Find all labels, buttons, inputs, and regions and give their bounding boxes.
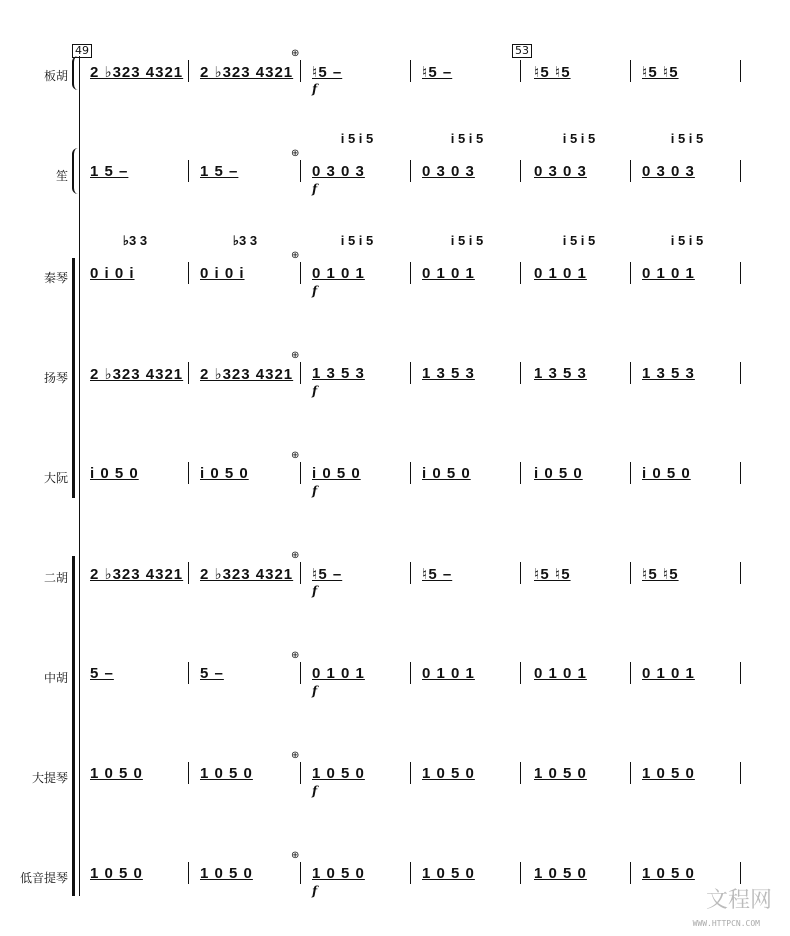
measure-notes: 1 0 5 0 [90,865,143,882]
measure-notes: 1 3 5 3 [534,365,587,382]
barline [300,562,301,584]
dynamic-forte: f [312,484,318,498]
barline [300,462,301,484]
barline [520,562,521,584]
barline [410,160,411,182]
upper-voice-notes: i 5 i 5 [562,233,596,248]
dynamic-forte: f [312,884,318,898]
barline [630,462,631,484]
measure-notes: 2 ♭323 4321 [200,566,294,583]
barline [188,262,189,284]
measure-notes: 1 0 5 0 [534,765,587,782]
upper-voice-notes: i 5 i 5 [670,131,704,146]
measure-notes: 0 1 0 1 [312,665,365,682]
barline [410,662,411,684]
measure-notes: 1 0 5 0 [312,765,365,782]
barline [410,562,411,584]
coda-icon: ⊕ [291,450,300,461]
coda-icon: ⊕ [291,750,300,761]
upper-voice-notes: ♭3 3 [232,233,258,248]
measure-notes: ♮5 – [422,64,453,81]
measure-notes: 1 0 5 0 [200,765,253,782]
barline [188,462,189,484]
coda-icon: ⊕ [291,148,300,159]
measure-notes: 0 i 0 i [90,265,135,282]
instrument-label: 笙 [55,169,68,183]
measure-notes: ♮5 ♮5 [534,566,571,583]
measure-notes: 1 0 5 0 [642,865,695,882]
barline [520,262,521,284]
measure-notes: 1 0 5 0 [90,765,143,782]
instrument-label: 秦琴 [43,271,68,285]
instrument-label: 中胡 [43,671,68,685]
instrument-label: 扬琴 [43,371,68,385]
upper-voice-notes: i 5 i 5 [562,131,596,146]
measure-notes: i 0 5 0 [534,465,583,482]
dynamic-forte: f [312,784,318,798]
barline [300,262,301,284]
measure-notes: 1 0 5 0 [422,865,475,882]
barline [740,362,741,384]
measure-notes: i 0 5 0 [90,465,139,482]
measure-notes: 2 ♭323 4321 [90,566,184,583]
measure-notes: 1 3 5 3 [642,365,695,382]
dynamic-forte: f [312,182,318,196]
coda-icon: ⊕ [291,850,300,861]
measure-notes: 1 0 5 0 [534,865,587,882]
instrument-label: 大提琴 [31,771,68,785]
dynamic-forte: f [312,584,318,598]
measure-notes: 0 1 0 1 [534,665,587,682]
barline [300,160,301,182]
barline [630,562,631,584]
barline [188,60,189,82]
barline [520,662,521,684]
measure-notes: i 0 5 0 [642,465,691,482]
barline [410,762,411,784]
upper-voice-notes: i 5 i 5 [340,233,374,248]
barline [410,60,411,82]
barline [630,762,631,784]
barline [520,362,521,384]
dynamic-forte: f [312,82,318,96]
barline [410,362,411,384]
watermark-url: WWW.HTTPCN.COM [692,919,760,928]
measure-notes: 2 ♭323 4321 [90,64,184,81]
coda-icon: ⊕ [291,650,300,661]
measure-notes: i 0 5 0 [200,465,249,482]
coda-icon: ⊕ [291,350,300,361]
barline [300,762,301,784]
measure-notes: 1 3 5 3 [422,365,475,382]
upper-voice-notes: i 5 i 5 [450,233,484,248]
measure-notes: 0 3 0 3 [312,163,365,180]
instrument-label: 大阮 [43,471,68,485]
barline [740,160,741,182]
measure-notes: i 0 5 0 [422,465,471,482]
upper-voice-notes: i 5 i 5 [450,131,484,146]
measure-notes: ♮5 – [312,64,343,81]
rehearsal-mark-49: 49 [72,44,92,58]
measure-notes: 5 – [90,665,114,682]
measure-notes: ♮5 ♮5 [642,566,679,583]
barline [520,862,521,884]
barline [410,862,411,884]
coda-icon: ⊕ [291,48,300,59]
barline [300,862,301,884]
barline [630,362,631,384]
barline [740,862,741,884]
dynamic-forte: f [312,284,318,298]
measure-notes: 0 i 0 i [200,265,245,282]
dynamic-forte: f [312,684,318,698]
barline [740,562,741,584]
barline [740,262,741,284]
barline [630,662,631,684]
barline [300,60,301,82]
measure-notes: 0 3 0 3 [422,163,475,180]
barline [520,762,521,784]
instrument-label: 二胡 [43,571,68,585]
barline [188,362,189,384]
barline [740,60,741,82]
watermark-logo: 文程网 [705,888,772,913]
measure-notes: 0 1 0 1 [534,265,587,282]
barline [740,662,741,684]
measure-notes: ♮5 – [422,566,453,583]
barline [188,662,189,684]
barline [300,662,301,684]
barline [410,262,411,284]
measure-notes: 0 3 0 3 [534,163,587,180]
upper-voice-notes: i 5 i 5 [340,131,374,146]
upper-voice-notes: ♭3 3 [122,233,148,248]
system-line [79,56,80,896]
barline [520,60,521,82]
barline [630,60,631,82]
measure-notes: ♮5 ♮5 [534,64,571,81]
coda-icon: ⊕ [291,550,300,561]
measure-notes: 0 1 0 1 [422,265,475,282]
barline [520,160,521,182]
coda-icon: ⊕ [291,250,300,261]
measure-notes: 1 0 5 0 [422,765,475,782]
measure-notes: 1 3 5 3 [312,365,365,382]
measure-notes: 2 ♭323 4321 [200,64,294,81]
measure-notes: 1 5 – [90,163,129,180]
barline [630,160,631,182]
measure-notes: 1 0 5 0 [312,865,365,882]
measure-notes: 1 0 5 0 [200,865,253,882]
barline [188,762,189,784]
measure-notes: 1 0 5 0 [642,765,695,782]
measure-notes: 5 – [200,665,224,682]
upper-voice-notes: i 5 i 5 [670,233,704,248]
dynamic-forte: f [312,384,318,398]
measure-notes: ♮5 – [312,566,343,583]
barline [188,862,189,884]
measure-notes: 2 ♭323 4321 [200,366,294,383]
measure-notes: 0 1 0 1 [642,265,695,282]
instrument-label: 板胡 [43,69,68,83]
barline [630,262,631,284]
measure-notes: ♮5 ♮5 [642,64,679,81]
barline [630,862,631,884]
barline [410,462,411,484]
barline [520,462,521,484]
barline [300,362,301,384]
barline [188,160,189,182]
barline [188,562,189,584]
measure-notes: 0 3 0 3 [642,163,695,180]
measure-notes: 0 1 0 1 [422,665,475,682]
measure-notes: 0 1 0 1 [642,665,695,682]
measure-notes: i 0 5 0 [312,465,361,482]
measure-notes: 2 ♭323 4321 [90,366,184,383]
measure-notes: 1 5 – [200,163,239,180]
rehearsal-mark-53: 53 [512,44,532,58]
barline [740,762,741,784]
barline [740,462,741,484]
measure-notes: 0 1 0 1 [312,265,365,282]
instrument-label: 低音提琴 [19,871,68,885]
